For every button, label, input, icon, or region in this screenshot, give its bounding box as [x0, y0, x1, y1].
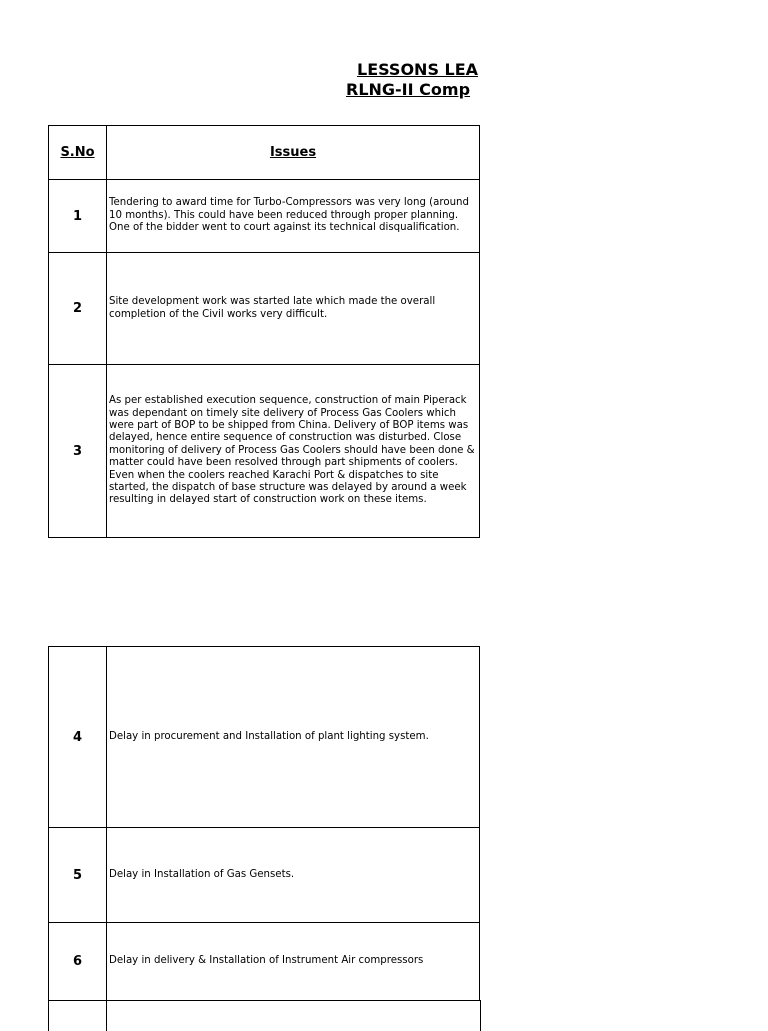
document-title: LESSONS LEA: [357, 60, 479, 79]
issue-text: Delay in procurement and Installation of plant lighting system.: [107, 647, 480, 828]
table-row: [49, 828, 480, 923]
table-row: [49, 923, 480, 1001]
row-number: 2: [49, 253, 107, 365]
table-header-row: [49, 126, 480, 180]
column-header-sno: S.No: [49, 126, 107, 180]
row-number: 4: [49, 647, 107, 828]
row-number: 1: [49, 180, 107, 253]
lessons-table-page2: [48, 646, 480, 1001]
table-row: [49, 647, 480, 828]
row-number: 3: [49, 365, 107, 538]
table-row: [49, 253, 480, 365]
lessons-table-page1: [48, 125, 480, 538]
issue-text: Tendering to award time for Turbo-Compressors was very long (around 10 months). This could have been reduced through proper planning. One of the bidder went to court against its technical disqualification.: [107, 180, 480, 253]
column-header-issues: Issues: [107, 126, 480, 180]
row-number: 6: [49, 923, 107, 1001]
document-subtitle: RLNG-II Comp: [346, 80, 471, 99]
table-row: [49, 365, 480, 538]
issue-text: As per established execution sequence, construction of main Piperack was dependant on timely site delivery of Process Gas Coolers which were part of BOP to be shipped from China. Delivery of BOP items was delayed, hence entire sequence of construction was disturbed. Close monitoring of delivery of Process Gas Coolers should have been done & matter could have been resolved through part shipments of coolers. Even when the coolers reached Karachi Port & dispatches to site started, the dispatch of base structure was delayed by around a week resulting in delayed start of construction work on these items.: [107, 365, 480, 538]
table-row: [49, 180, 480, 253]
issue-text: Site development work was started late which made the overall completion of the Civil works very difficult.: [107, 253, 480, 365]
issue-text: Delay in Installation of Gas Gensets.: [107, 828, 480, 923]
row-number: 5: [49, 828, 107, 923]
table-continuation-row: [48, 1000, 481, 1031]
issue-text: Delay in delivery & Installation of Instrument Air compressors: [107, 923, 480, 1001]
